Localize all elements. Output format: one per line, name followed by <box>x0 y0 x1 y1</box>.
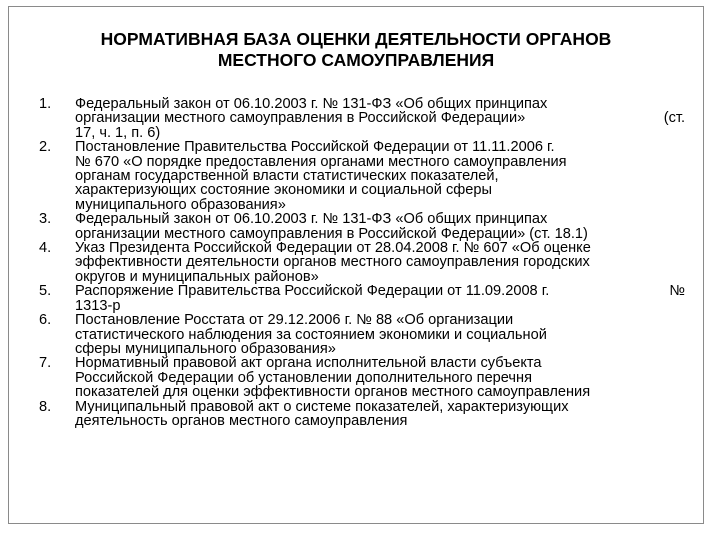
item-number: 7. <box>39 355 52 372</box>
regulation-list <box>39 97 685 428</box>
item-line: округов и муниципальных районов» <box>75 268 319 285</box>
item-line: Муниципальный правовой акт о системе показателей, характеризующих <box>75 398 569 415</box>
item-line: Федеральный закон от 06.10.2003 г. № 131-ФЗ «Об общих принципах <box>75 96 548 112</box>
title-line-2: МЕСТНОГО САМОУПРАВЛЕНИЯ <box>217 50 495 70</box>
item-line: Постановление Росстата от 29.12.2006 г. № 88 «Об организации <box>75 312 514 329</box>
list-item-7 <box>39 356 685 399</box>
item-line: Российской Федерации об установлении дополнительного перечня <box>75 369 532 386</box>
item-line: Постановление Правительства Российской Федерации от 11.11.2006 г. <box>75 139 555 156</box>
item-line: Нормативный правовой акт органа исполнительной власти субъекта <box>75 355 542 372</box>
item-line <box>75 284 685 298</box>
item-line-text: организации местного самоуправления в Российской Федерации» <box>75 110 526 127</box>
list-item-6 <box>39 313 685 356</box>
item-number: 4. <box>39 240 52 257</box>
item-line: органам государственной власти статистических показателей, <box>75 168 499 185</box>
item-line-tail: (ст. <box>663 110 685 127</box>
item-line: № 670 «О порядке предоставления органами местного самоуправления <box>75 153 567 170</box>
item-line: сферы муниципального образования» <box>75 340 336 357</box>
title-line-1: НОРМАТИВНАЯ БАЗА ОЦЕНКИ ДЕЯТЕЛЬНОСТИ ОРГАНОВ <box>100 29 612 49</box>
item-number: 6. <box>39 312 52 329</box>
item-line: 17, ч. 1, п. 6) <box>75 124 161 141</box>
item-line: Федеральный закон от 06.10.2003 г. № 131-ФЗ «Об общих принципах <box>75 211 548 228</box>
item-line: 1313-р <box>75 297 121 314</box>
slide-frame <box>8 6 704 524</box>
list-item-1 <box>39 97 685 140</box>
list-item-8 <box>39 400 685 429</box>
item-number: 3. <box>39 211 52 228</box>
list-item-2 <box>39 140 685 212</box>
item-line-tail: № <box>669 283 685 300</box>
item-line <box>75 111 685 125</box>
item-line: показателей для оценки эффективности органов местного самоуправления <box>75 384 591 401</box>
item-line-text: Распоряжение Правительства Российской Федерации от 11.09.2008 г. <box>75 283 550 300</box>
item-line: эффективности деятельности органов местного самоуправления городских <box>75 254 590 271</box>
list-item-4 <box>39 241 685 284</box>
list-item-3 <box>39 212 685 241</box>
item-number: 2. <box>39 139 52 156</box>
item-number: 8. <box>39 398 52 415</box>
page-title <box>9 29 703 71</box>
item-line: муниципального образования» <box>75 196 286 213</box>
item-line: статистического наблюдения за состоянием экономики и социальной <box>75 326 547 343</box>
item-number: 5. <box>39 283 52 300</box>
item-number: 1. <box>39 96 52 112</box>
item-line: характеризующих состояние экономики и социальной сферы <box>75 182 493 199</box>
item-line: деятельность органов местного самоуправления <box>75 412 408 429</box>
item-line: организации местного самоуправления в Российской Федерации» (ст. 18.1) <box>75 225 588 242</box>
list-item-5 <box>39 284 685 313</box>
item-line: Указ Президента Российской Федерации от 28.04.2008 г. № 607 «Об оценке <box>75 240 591 257</box>
